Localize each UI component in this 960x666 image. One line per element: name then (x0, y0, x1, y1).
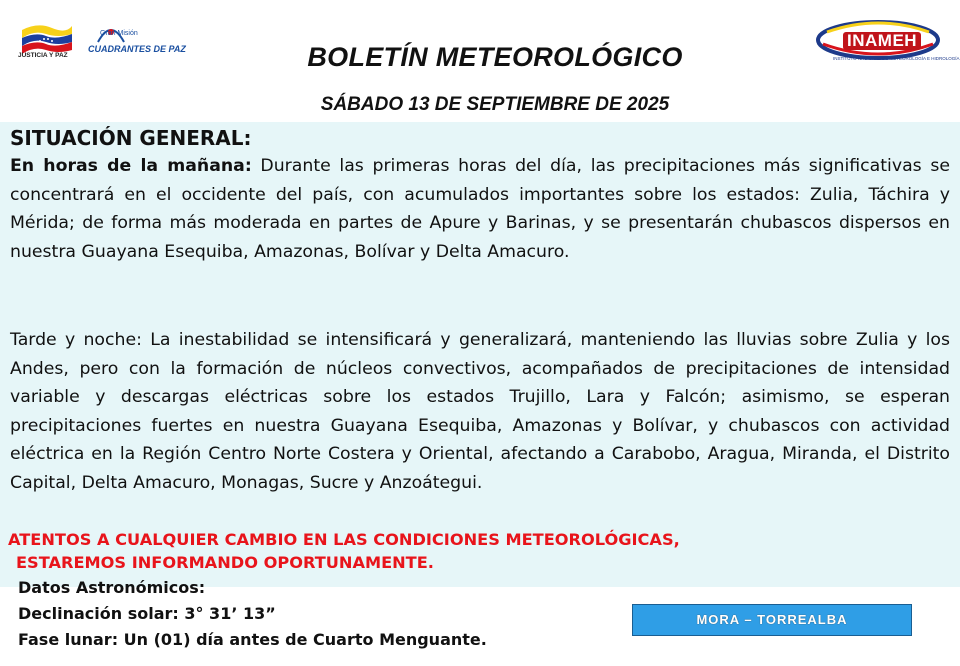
astro-heading: Datos Astronómicos: (18, 578, 206, 597)
morning-paragraph (10, 152, 950, 266)
evening-paragraph: Tarde y noche: La inestabilidad se intensificará y generalizará, manteniendo las lluvias sobre Zulia y los Andes, pero con la formación de núcleos convectivos, acompañados de precipitaciones de intensidad variable y descargas eléctricas sobre los estados Trujillo, Lara y Falcón; asimismo, se esperan precipitaciones fuertes en nuestra Guayana Esequiba, Amazonas y Bolívar, y chubascos con actividad eléctrica en la Región Centro Norte Costera y Oriental, afectando a Carabobo, Aragua, Miranda, el Distrito Capital, Delta Amacuro, Monagas, Sucre y Anzoátegui. (10, 330, 950, 493)
bulletin-body (0, 122, 960, 587)
bulletin-title: BOLETÍN METEOROLÓGICO (307, 42, 683, 72)
authors-badge: MORA – TORREALBA (632, 604, 912, 636)
section-title: SITUACIÓN GENERAL: (10, 126, 252, 150)
gran-mision-top-label: Gran Misión (100, 30, 138, 37)
alert-notice (8, 528, 953, 574)
inameh-subtitle: INSTITUTO NACIONAL DE METEOROLOGÍA E HIDROLOGÍA (833, 56, 960, 61)
bulletin-date: SÁBADO 13 DE SEPTIEMBRE DE 2025 (320, 94, 670, 115)
gran-mision-main-label: CUADRANTES DE PAZ (88, 44, 186, 54)
morning-text: Durante las primeras horas del día, las precipitaciones más significativas se concentrará en el occidente del país, con acumulados importantes sobre los estados: Zulia, Táchira y Mérida; de forma más moderada en partes de Apure y Barinas, y se presentarán chubascos dispersos en nuestra Guayana Esequiba, Amazonas, Bolívar y Delta Amacuro. (10, 156, 950, 262)
morning-lead: En horas de la mañana: (10, 156, 252, 176)
astro-moon-phase: Fase lunar: Un (01) día antes de Cuarto Menguante. (18, 630, 487, 649)
alert-line-1: ATENTOS A CUALQUIER CAMBIO EN LAS CONDICIONES METEOROLÓGICAS, (8, 530, 680, 549)
astro-declination: Declinación solar: 3° 31’ 13” (18, 604, 276, 623)
alert-line-2: ESTAREMOS INFORMANDO OPORTUNAMENTE. (16, 553, 434, 572)
justicia-paz-label: JUSTICIA Y PAZ (18, 52, 68, 59)
astronomical-data (18, 575, 487, 653)
inameh-wordmark: INAMEH (843, 32, 921, 50)
